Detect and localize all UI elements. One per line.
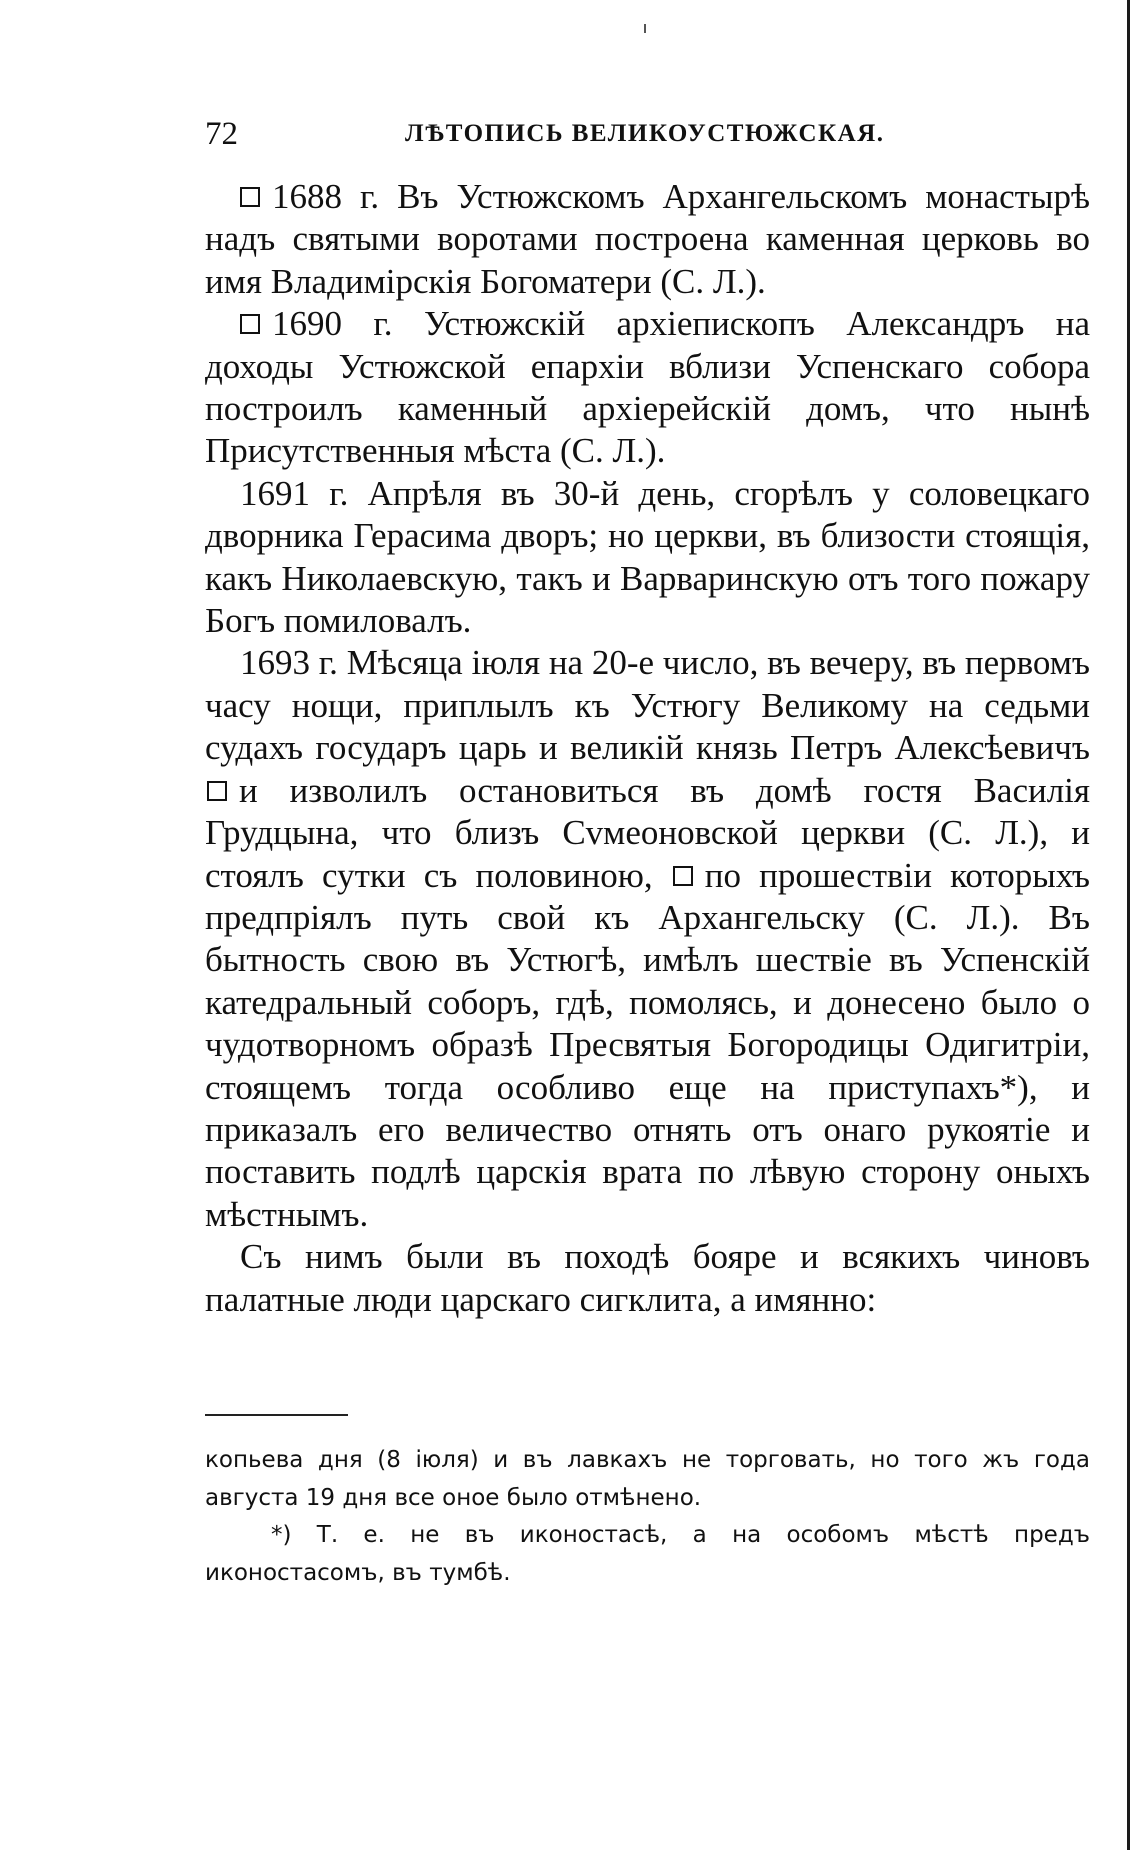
square-marker-icon xyxy=(240,314,260,334)
entry-1693-text-part1: 1693 г. Мѣсяца іюля на 20-е число, въ вечеру, въ первомъ часу нощи, приплылъ къ Устюгу Великому на седьми судахъ государъ царь и великій князь Петръ Алексѣевичъ xyxy=(205,643,1090,768)
footnote-continued: копьева дня (8 іюля) и въ лавкахъ не торговать, но того жъ года августа 19 дня все оное было отмѣнено. xyxy=(205,1447,1090,1511)
entry-1688 xyxy=(205,176,1090,303)
page-number: 72 xyxy=(205,116,238,152)
entry-1691-text: 1691 г. Апрѣля въ 30-й день, сгорѣлъ у соловецкаго дворника Герасима дворъ; но церкви, въ близости стоящія, какъ Николаевскую, такъ и Варваринскую отъ того пожару Богъ помиловалъ. xyxy=(205,473,1090,641)
entry-retinue xyxy=(205,1236,1090,1321)
entry-1688-text: 1688 г. Въ Устюжскомъ Архангельскомъ монастырѣ надъ святыми воротами построена каменная церковь во имя Владимірскія Богоматери (С. Л.). xyxy=(205,177,1090,301)
scan-speck xyxy=(644,24,646,33)
entry-1690 xyxy=(205,303,1090,473)
square-marker-icon xyxy=(673,866,693,886)
entry-1693-text-part3: по прошествіи которыхъ предпріялъ путь свой къ Архангельску (С. Л.). Въ бытность свою въ Устюгѣ, имѣлъ шествіе въ Успенскій катедральный соборъ, гдѣ, помолясь, и донесено было о чудотворномъ образѣ Пресвятыя Богородицы Одигитріи, стоящемъ тогда особливо еще на приступахъ*), и приказалъ его величество отнять отъ онаго рукоятіе и поставить подлѣ царскія врата по лѣвую сторону оныхъ мѣстнымъ. xyxy=(205,855,1090,1234)
entry-retinue-text: Съ нимъ были въ походѣ бояре и всякихъ чиновъ палатные люди царскаго сигклита, а имянно: xyxy=(205,1237,1090,1319)
page-edge-rule xyxy=(1127,0,1130,1850)
page-header xyxy=(205,116,1110,156)
entry-1691 xyxy=(205,473,1090,643)
square-marker-icon xyxy=(240,187,260,207)
entry-1690-text: 1690 г. Устюжскій архіепископъ Александръ на доходы Устюжской епархіи вблизи Успенскаго собора построилъ каменный архіерейскій домъ, что нынѣ Присутственныя мѣста (С. Л.). xyxy=(205,304,1090,471)
entry-1693-text-part2: и изволилъ остановиться въ домѣ гостя Василія Грудцына, что близъ Сvмеоновской церкви (С. Л.), и стоялъ сутки съ половиною, xyxy=(205,770,1090,895)
footnotes xyxy=(205,1442,1090,1592)
running-title: ЛѢТОПИСЬ ВЕЛИКОУСТЮЖСКАЯ. xyxy=(405,120,885,147)
main-text xyxy=(205,176,1090,1321)
square-marker-icon xyxy=(207,781,227,801)
footnote-star: *) Т. е. не въ иконостасѣ, а на особомъ мѣстѣ предъ иконостасомъ, въ тумбѣ. xyxy=(205,1522,1090,1586)
entry-1693 xyxy=(205,642,1090,1236)
footnote-separator xyxy=(205,1414,348,1416)
